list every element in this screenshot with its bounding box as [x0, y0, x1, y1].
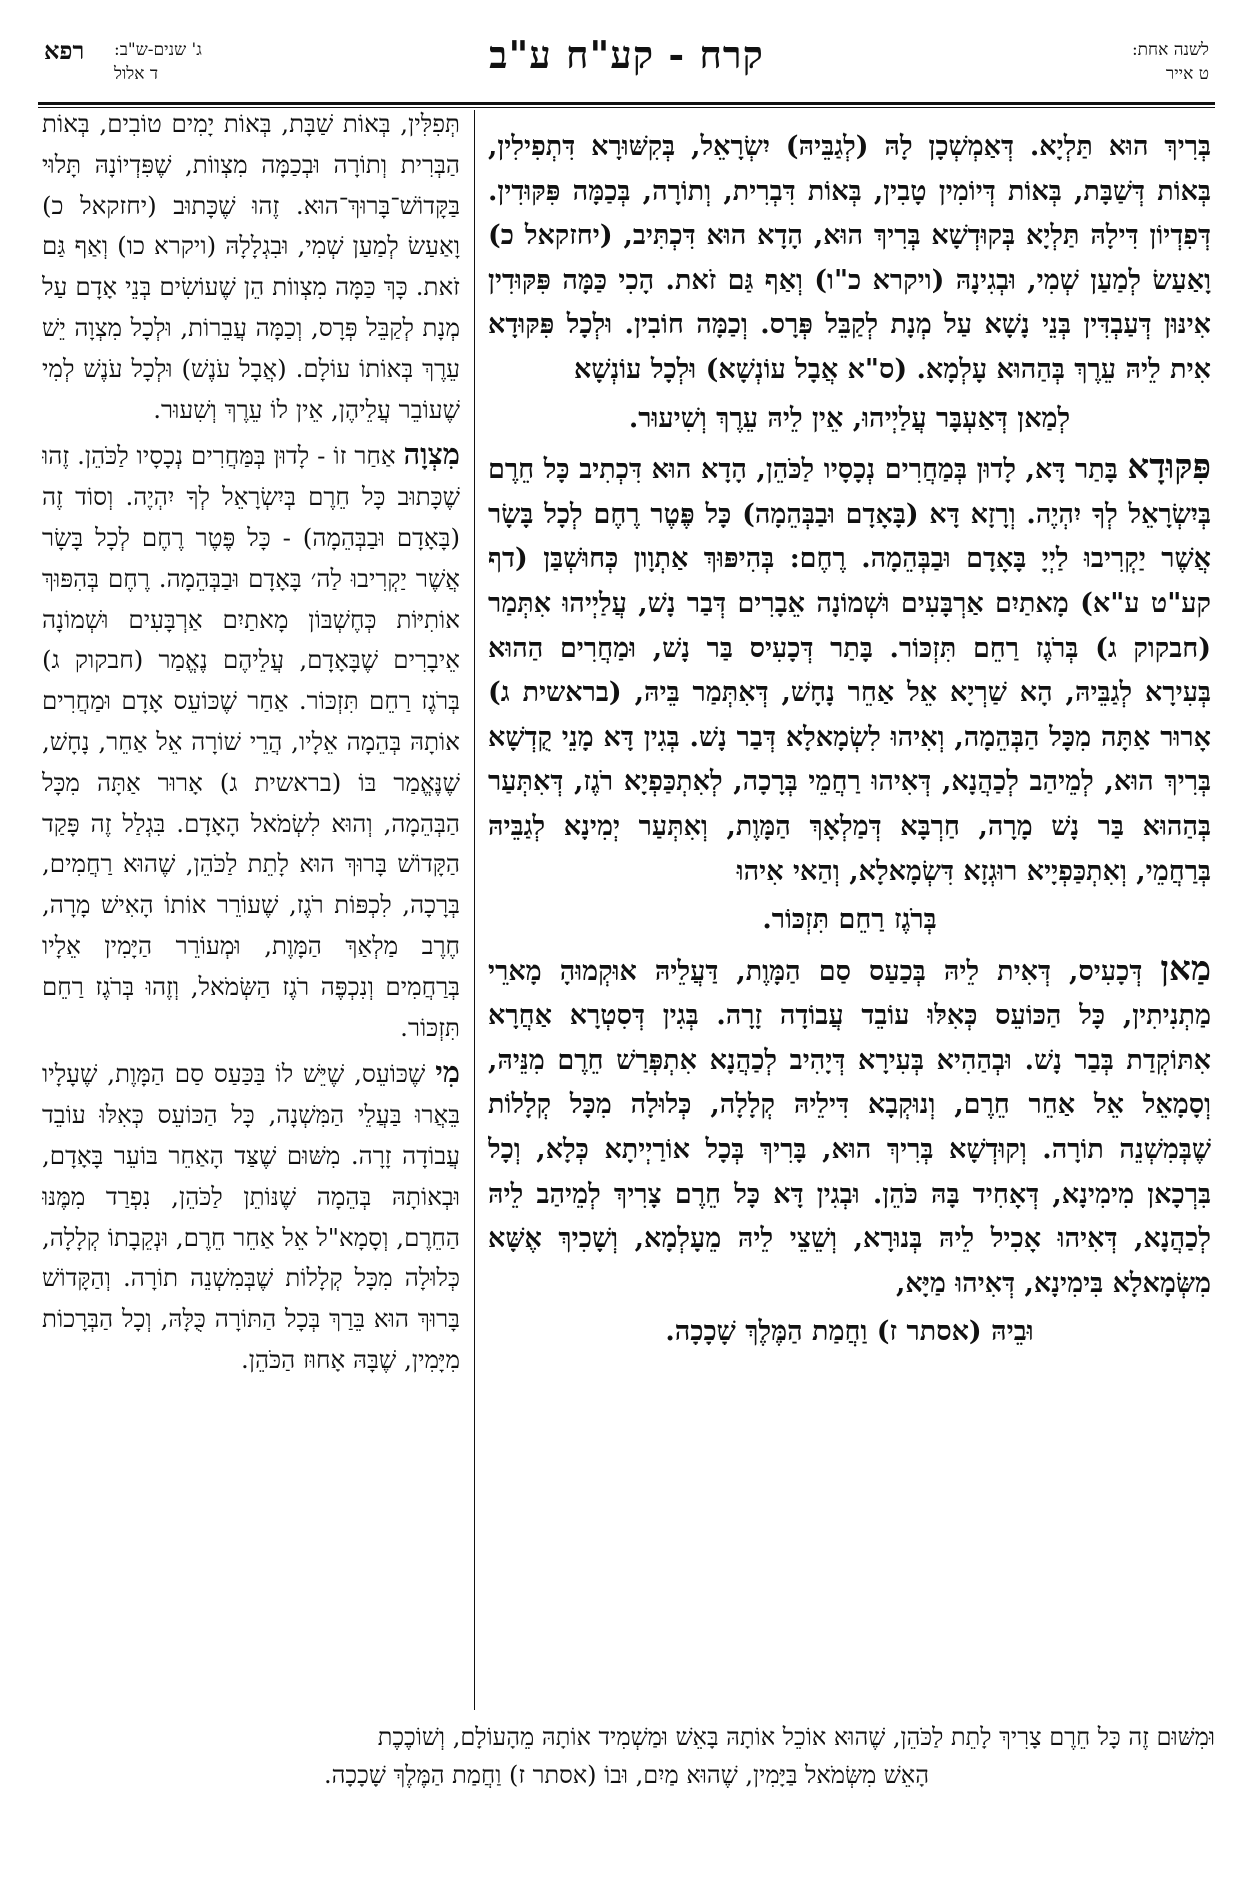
main-text-column [488, 125, 1211, 1705]
schedule-date: ט אייר [1165, 64, 1209, 84]
main-paragraph-end: בְּרֹגֶז רַחֵם תִּזְכּוֹר. [762, 904, 937, 936]
bottom-line: וּמִשּׁוּם זֶה כָּל חֵרֶם צָרִיךְ לָתֵת לַכֹּהֵן, שֶׁהוּא אוֹכֵל אוֹתָהּ בָּאֵשׁ וּמַשְׁמִיד אוֹתָהּ מֵהָעוֹלָם, וְשׁוֹכֶכֶת [377, 1723, 1215, 1751]
page-header [30, 20, 1223, 100]
paragraph-lead-word: מִצְוָה [403, 437, 460, 472]
page-number: רפא [44, 36, 85, 65]
bottom-continuation [38, 1718, 1215, 1794]
column-divider [474, 110, 475, 1710]
schedule-label: ג' שנים-ש"ב: [114, 40, 202, 60]
study-schedule-three-years [114, 38, 202, 86]
main-paragraph: בְּרִיךְ הוּא תַּלְיָא. דְּאַמְשְׁכָן לָהּ (לְגַבֵּיהּ) יִשְׂרָאֵל, בְּקִשּׁוּרָא דִּתְפִילִין, בְּאוֹת דְּשַׁבָּת, בְּאוֹת דְּיוֹמִין טָבִין, בְּאוֹת דִּבְרִית, וְתוֹרָה, בְּכַמָּה פִּקּוּדִין. דְּפִדְיוֹן דִּילָהּ תַּלְיָא בְּקוּדְשָׁא בְּרִיךְ הוּא, הָדָא הוּא דִּכְתִּיב, (יחזקאל כ) וָאַעַשׂ לְמַעַן שְׁמִי, וּבְגִינָהּ (ויקרא כ"ו) וְאַף גַּם זֹאת. הָכִי כַּמָּה פִּקּוּדִין אִינּוּן דְּעַבְדִּין בְּנֵי נָשָׁא עַל מְנָת לְקַבֵּל פְּרָס. וְכַמָּה חוֹבִין. וּלְכָל פִּקּוּדָא אִית לֵיהּ עֵרֶךְ בְּהַהוּא עָלְמָא. (ס"א אֲבָל עוֹנְשָׁא) וּלְכָל עוֹנְשָׁא [488, 131, 1211, 385]
main-paragraph-end: לְמַאן דְּאַעְבָּר עֲלַיְיהוּ, אֵין לֵיהּ עֵרֶךְ וְשִׁיעוּר. [628, 402, 1071, 434]
translation-column [42, 104, 460, 1704]
translation-paragraph: מִצְוָה אַחַר זוֹ - לָדוּן בְּמַּחֲרִים נְכָסָיו לַכֹּהֵן. זֶהוּ שֶׁכָּתוּב כָּל חֵרֶם בְּיִשְׂרָאֵל לְךָ יִהְיֶה. וְסוֹד זֶה (בָּאָדָם וּבַבְּהֵמָה) - כָּל פֶּטֶר רֶחֶם לְכָל בָּשָׂר אֲשֶׁר יַקְרִיבוּ לַה׳ בָּאָדָם וּבַבְּהֵמָה. רֶחֶם בְּהִפּוּךְ אוֹתִיּוֹת כְּחֶשְׁבּוֹן מָאתַיִם אַרְבָּעִים וּשְׁמוֹנָה אֵיבָרִים שֶׁבָּאָדָם, עֲלֵיהֶם נֶאֱמַר (חבקוק ג) בְּרֹגֶז רַחֵם תִּזְכּוֹר. אַחַר שֶׁכּוֹעֵס אָדָם וּמַחֲרִים אוֹתָהּ בְּהֵמָה אֵלָיו, הֲרֵי שׁוֹרָה אֵל אַחֵר, נָחָשׁ, שֶׁנֶּאֱמַר בּוֹ (בראשית ג) אָרוּר אַתָּה מִכָּל הַבְּהֵמָה, וְהוּא לִשְׂמֹאל הָאָדָם. בִּגְלַל זֶה פָּקַד הַקָּדוֹשׁ בָּרוּךְ הוּא לָתֵת לַכֹּהֵן, שֶׁהוּא רַחֲמִים, בְּרָכָה, לִכְפּוֹת רֹגֶז, שֶׁעוֹרֵר אוֹתוֹ הָאִישׁ מָרָה, חֶרֶב מַלְאַךְ הַמָּוֶת, וּמְעוֹרֵר הַיָּמִין אֵלָיו בְּרַחֲמִים וְנִכְפֶּה רֹגֶז הַשְּׂמֹאל, וְזֶהוּ בְּרֹגֶז רַחֵם תִּזְכּוֹר. [42, 437, 460, 1042]
main-paragraph-end: וּבֵיהּ (אסתר ז) וַחֲמַת הַמֶּלֶךְ שָׁכָכָה. [665, 1316, 1034, 1348]
bottom-line: הָאֵשׁ מִשְּׂמֹאל בַּיָּמִין, שֶׁהוּא מַיִם, וּבוֹ (אסתר ז) וַחֲמַת הַמֶּלֶךְ שָׁכָכָה. [323, 1761, 930, 1789]
translation-paragraph: תְּפִלִּין, בְּאוֹת שַׁבָּת, בְּאוֹת יָמִים טוֹבִים, בְּאוֹת הַבְּרִית וְתוֹרָה וּבְכַמָּה מִצְווֹת, שֶׁפִּדְיוֹנָהּ תָּלוּי בַּקָּדוֹשׁ־בָּרוּךְ־הוּא. זֶהוּ שֶׁכָּתוּב (יחזקאל כ) וָאַעַשׂ לְמַעַן שְׁמִי, וּבִגְלָלָהּ (ויקרא כו) וְאַף גַּם זֹאת. כָּךְ כַּמָּה מִצְווֹת הֵן שֶׁעוֹשִׂים בְּנֵי אָדָם עַל מְנָת לְקַבֵּל פְּרָס, וְכַמָּה עֲבֵרוֹת, וּלְכָל מִצְוָה יֵשׁ עֵרֶךְ בְּאוֹתוֹ עוֹלָם. (אֲבָל עֹנֶשׁ) וּלְכָל עֹנֶשׁ לְמִי שֶׁעוֹבֵר עֲלֵיהֶן, אֵין לוֹ עֵרֶךְ וְשִׁעוּר. [42, 109, 460, 424]
paragraph-lead-word: מִי [435, 1055, 460, 1090]
schedule-date: ד אלול [114, 64, 159, 84]
page-title: קרח - קע"ח ע"ב [489, 32, 764, 77]
paragraph-lead-word: פִּקּוּדָא [1127, 447, 1211, 488]
schedule-label: לשנה אחת: [1131, 40, 1209, 60]
translation-paragraph: מִי שֶׁכּוֹעֵס, שֶׁיֵּשׁ לוֹ בַּכַּעַס סַם הַמָּוֶת, שֶׁעָלָיו בֵּאֲרוּ בַּעֲלֵי הַמִּשְׁנָה, כָּל הַכּוֹעֵס כְּאִלּוּ עוֹבֵד עֲבוֹדָה זָרָה. מִשּׁוּם שֶׁצַּד הָאַחֵר בּוֹעֵר בָּאָדָם, וּבְאוֹתָהּ בְּהֵמָה שֶׁנּוֹתֵן לַכֹּהֵן, נִפְרַד מִמֶּנּוּ הַחֵרֶם, וְסָמָא"ל אֵל אַחֵר חֵרֶם, וּנְקֵבָתוֹ קְלָלָה, כְּלוּלָה מִכָּל קְלָלוֹת שֶׁבְּמִשְׁנֵה תוֹרָה. וְהַקָּדוֹשׁ בָּרוּךְ הוּא בֵּרַךְ בְּכָל הַתּוֹרָה כֻּלָּהּ, וְכָל הַבְּרָכוֹת מִיָּמִין, שֶׁבָּהּ אָחוּז הַכֹּהֵן. [42, 1055, 460, 1374]
main-paragraph: מַאן דְּכָעִיס, דְּאִית לֵיהּ בְּכַעַס סַם הַמָּוֶת, דַּעֲלֵיהּ אוּקְמוּהָ מָארֵי מַתְנִיתִין, כָּל הַכּוֹעֵס כְּאִלּוּ עוֹבֵד עֲבוֹדָה זָרָה. בְּגִין דְּסִטְרָא אַחֲרָא אִתּוֹקְדַת בְּבַר נָשׁ. וּבְהַהִיא בְּעִירָא דְּיָהִיב לְכַהֲנָא אִתְפְּרַשׁ חֵרֶם מִנֵּיהּ, וְסָמָאֵל אֵל אַחֵר חֵרֶם, וְנוּקְבָא דִּילֵיהּ קְלָלָה, כְּלוּלָה מִכָּל קְלָלוֹת שֶׁבְּמִשְׁנֵה תוֹרָה. וְקוּדְשָׁא בְּרִיךְ הוּא, בָּרִיךְ בְּכָל אוֹרַיְיתָא כְּלָא, וְכָל בִּרְכָאן מִימִינָא, דְּאָחִיד בָּהּ כֹּהֵן. וּבְגִין דָּא כָּל חֵרֶם צָרִיךְ לְמֵיהַב לֵיהּ לְכַהֲנָא, דְּאִיהוּ אָכִיל לֵיהּ בְּנוּרָא, וְשֵׁצֵי לֵיהּ מֵעָלְמָא, וְשָׁכִיךְ אֶשָּׁא מִשְּׂמָאלָא בִּימִינָא, דְּאִיהוּ מַיָּא, [488, 948, 1211, 1299]
paragraph-lead-word: מַאן [1160, 948, 1211, 989]
main-paragraph: פִּקּוּדָא בָּתַר דָּא, לָדוּן בְּמַחֲרִים נְכָסָיו לַכֹּהֵן, הָדָא הוּא דִּכְתִיב כָּל חֵרֶם בְּיִשְׂרָאֵל לְךָ יִהְיֶה. וְרָזָא דָּא (בָּאָדָם וּבַבְּהֵמָה) כָּל פֶּטֶר רֶחֶם לְכָל בָּשָׂר אֲשֶׁר יַקְרִיבוּ לַיְיָ בָּאָדָם וּבַבְּהֵמָה. רֶחֶם: בְּהִיפּוּךְ אַתְוָון כְּחוּשְׁבַּן (דף קע"ט ע"א) מָאתַיִם אַרְבָּעִים וּשְׁמוֹנָה אֵבָרִים דְּבַר נָשׁ, עֲלַיְיהוּ אִתְּמַר (חבקוק ג) בְּרֹגֶז רַחֵם תִּזְכּוֹר. בָּתַר דְּכָעִיס בַּר נָשׁ, וּמַחֲרִים הַהוּא בְּעִירָא לְגַבֵּיהּ, הָא שַׁרְיָא אֵל אַחֵר נָחָשׁ, דְּאִתְּמַר בֵּיהּ, (בראשית ג) אָרוּר אַתָּה מִכָּל הַבְּהֵמָה, וְאִיהוּ לִשְׂמָאלָא דְּבַר נָשׁ. בְּגִין דָּא מָנֵי קֻדְשָׁא בְּרִיךְ הוּא, לְמֵיהַב לְכַהֲנָא, דְּאִיהוּ רַחֲמֵי בְּרָכָה, לְאִתְכַּפְיָא רֹגֶז, דְּאִתְּעַר בְּהַהוּא בַּר נָשׁ מָרָה, חַרְבָּא דְּמַלְאָךְ הַמָּוֶת, וְאִתְּעַר יְמִינָא לְגַבֵּיהּ בְּרַחֲמֵי, וְאִתְכַּפְיָיא רוּגְזָא דִּשְׂמָאלָא, וְהַאי אִיהוּ [488, 447, 1211, 887]
